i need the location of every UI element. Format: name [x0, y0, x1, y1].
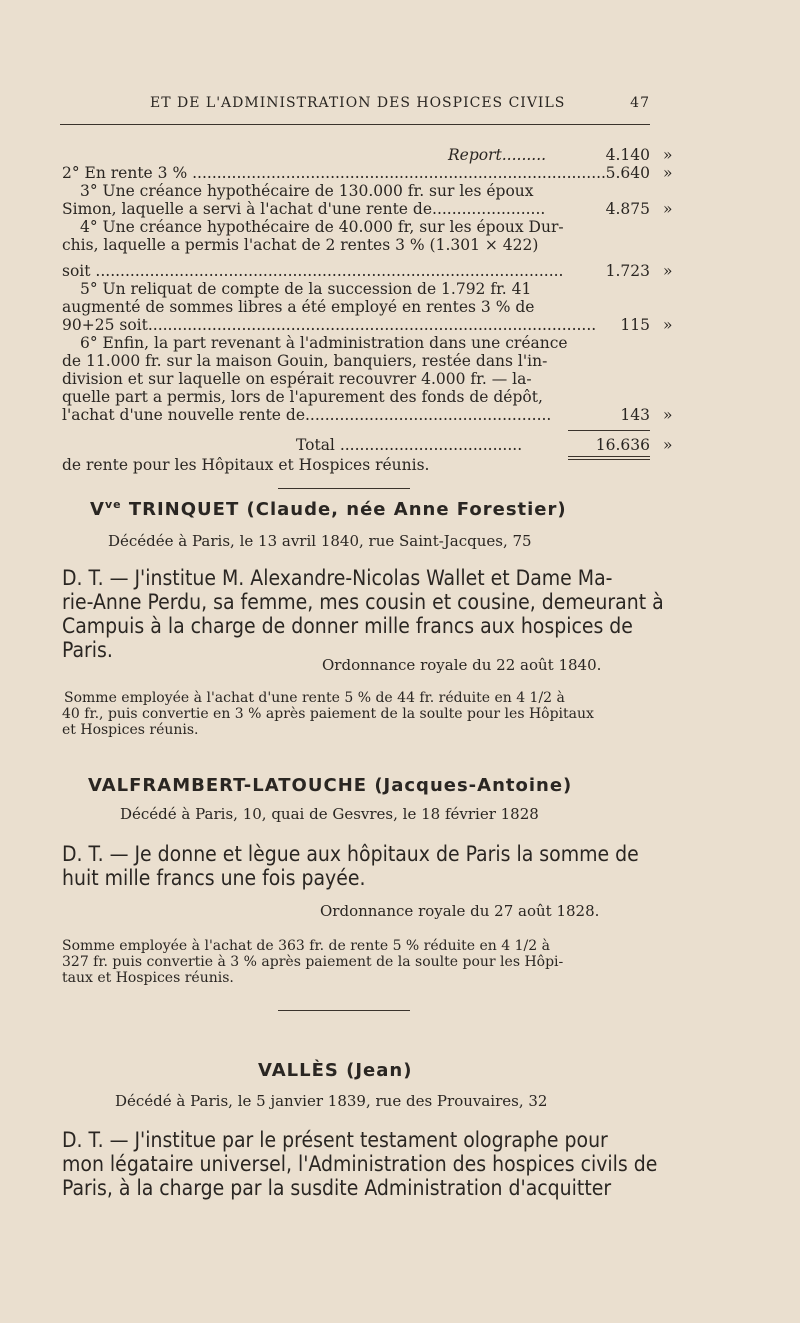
ledger-line: division et sur laquelle on espérait recouvrer 4.000 fr. — la-	[62, 370, 532, 388]
note-line: Somme employée à l'achat de 363 fr. de rente 5 % réduite en 4 1/2 à	[62, 938, 550, 954]
ledger-line: l'achat d'une nouvelle rente de..................................................	[62, 406, 552, 424]
total-rule-double	[568, 459, 650, 460]
entry-deceased: Décédé à Paris, 10, quai de Gesvres, le 18 février 1828	[120, 805, 539, 823]
bequest-line: Campuis à la charge de donner mille francs aux hospices de	[62, 614, 633, 638]
ledger-line: 90+25 soit...........................................................................................	[62, 316, 597, 334]
ledger-line: augmenté de sommes libres a été employé en rentes 3 % de	[62, 298, 535, 316]
section-divider	[278, 488, 410, 489]
ledger-amount: 143	[620, 406, 650, 424]
ordinance: Ordonnance royale du 27 août 1828.	[320, 902, 600, 920]
note-line: 40 fr., puis convertie en 3 % après paiement de la soulte pour les Hôpitaux	[62, 706, 594, 722]
bequest-line: Paris.	[62, 638, 113, 662]
ledger-amount: 4.875	[605, 200, 650, 218]
bequest-line: Paris, à la charge par la susdite Administration d'acquitter	[62, 1176, 612, 1200]
ledger-line: soit ...............................................................................................	[62, 262, 564, 280]
entry-name: $V^{ve}$ TRINQUET (Claude, née Anne Forestier)	[90, 498, 567, 520]
bequest-line: mon légataire universel, l'Administration des hospices civils de	[62, 1152, 658, 1176]
note-line: Somme employée à l'achat d'une rente 5 % de 44 fr. réduite en 4 1/2 à	[64, 690, 565, 706]
section-divider	[278, 1010, 410, 1011]
page-number: 47	[630, 95, 650, 111]
ledger-line: Simon, laquelle a servi à l'achat d'une rente de.......................	[62, 200, 546, 218]
note-line: et Hospices réunis.	[62, 722, 199, 738]
note-line: 327 fr. puis convertie à 3 % après paiement de la soulte pour les Hôpi-	[62, 954, 564, 970]
entry-name: VALLÈS (Jean)	[258, 1060, 413, 1081]
ledger-line: 2° En rente 3 % ....................................................................................	[62, 164, 606, 182]
ledger-closing: de rente pour les Hôpitaux et Hospices réunis.	[62, 456, 430, 474]
note-line: taux et Hospices réunis.	[62, 970, 234, 986]
ledger-line: 4° Une créance hypothécaire de 40.000 fr, sur les époux Dur-	[80, 218, 564, 236]
ledger-line: 5° Un reliquat de compte de la succession de 1.792 fr. 41	[80, 280, 532, 298]
ledger-line: 3° Une créance hypothécaire de 130.000 fr. sur les époux	[80, 182, 534, 200]
bequest-line: D. T. — Je donne et lègue aux hôpitaux de Paris la somme de	[62, 842, 639, 866]
total-rule	[568, 456, 650, 457]
raquo-mark: »	[663, 406, 673, 424]
entry-name: VALFRAMBERT-LATOUCHE (Jacques-Antoine)	[88, 775, 573, 796]
report-label: Report.........	[448, 146, 547, 164]
bequest-line: huit mille francs une fois payée.	[62, 866, 366, 890]
raquo-mark: »	[663, 200, 673, 218]
raquo-mark: »	[663, 436, 673, 454]
running-header	[150, 95, 650, 111]
bequest-line: D. T. — J'institue par le présent testament olographe pour	[62, 1128, 608, 1152]
ledger-line: chis, laquelle a permis l'achat de 2 rentes 3 % (1.301 × 422)	[62, 236, 539, 254]
ledger-amount: 5.640	[605, 164, 650, 182]
total-amount: 16.636	[595, 436, 650, 454]
entry-deceased: Décédé à Paris, le 5 janvier 1839, rue des Prouvaires, 32	[115, 1092, 548, 1110]
entry-deceased: Décédée à Paris, le 13 avril 1840, rue Saint-Jacques, 75	[108, 532, 532, 550]
ledger-line: 6° Enfin, la part revenant à l'administration dans une créance	[80, 334, 568, 352]
total-label: Total .....................................	[296, 436, 523, 454]
header-rule	[60, 124, 650, 125]
ordinance: Ordonnance royale du 22 août 1840.	[322, 656, 602, 674]
ledger-amount: 115	[620, 316, 650, 334]
raquo-mark: »	[663, 316, 673, 334]
raquo-mark: »	[663, 262, 673, 280]
ledger-line: de 11.000 fr. sur la maison Gouin, banquiers, restée dans l'in-	[62, 352, 548, 370]
ledger-line: quelle part a permis, lors de l'apurement des fonds de dépôt,	[62, 388, 543, 406]
bequest-line: D. T. — J'institue M. Alexandre-Nicolas Wallet et Dame Ma-	[62, 566, 613, 590]
sum-rule	[568, 430, 650, 431]
raquo-mark: »	[663, 164, 673, 182]
bequest-line: rie-Anne Perdu, sa femme, mes cousin et cousine, demeurant à	[62, 590, 664, 614]
header-title: ET DE L'ADMINISTRATION DES HOSPICES CIVILS	[150, 95, 566, 111]
ledger-amount: 1.723	[605, 262, 650, 280]
report-amount: 4.140	[605, 146, 650, 164]
raquo-mark: »	[663, 146, 673, 164]
